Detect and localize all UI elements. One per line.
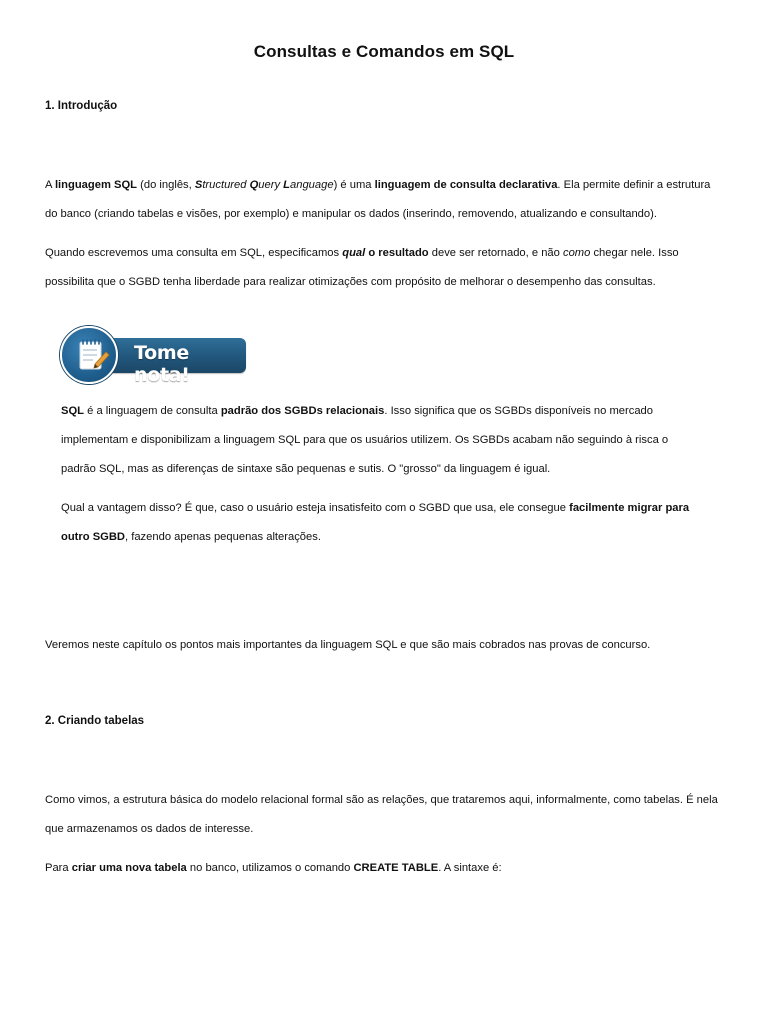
document-title: Consultas e Comandos em SQL: [253, 42, 515, 61]
paragraph-tables-1: Como vimos, a estrutura básica do modelo relacional formal são as relações, que trataremos aqui, informalmente, como tabelas. É nela que armazenamos os dados de interesse.: [45, 794, 718, 835]
paragraph-tables-2: Para criar uma nova tabela no banco, utilizamos o comando CREATE TABLE. A sintaxe é:: [45, 862, 502, 874]
paragraph-intro-1: A linguagem SQL (do inglês, Structured Query Language) é uma linguagem de consulta declarativa. Ela permite definir a estrutura do banco (criando tabelas e visões, por exemplo) e manipular os dados (inserindo, removendo, atualizando e consultando).: [45, 179, 711, 220]
tome-nota-badge: [60, 326, 250, 384]
section-heading-criando-tabelas: 2. Criando tabelas: [45, 715, 145, 727]
notepad-pencil-icon: [60, 326, 118, 384]
paragraph-note-1: SQL é a linguagem de consulta padrão dos SGBDs relacionais. Isso significa que os SGBDs disponíveis no mercado implementam e disponibilizam a linguagem SQL para que os usuários utilizem. Os SGBDs acabam não seguindo à risca o padrão SQL, mas as diferenças de sintaxe são pequenas e sutis. O "grosso" da linguagem é igual.: [61, 405, 669, 475]
badge-label: Tome nota!: [134, 342, 190, 386]
paragraph-summary: Veremos neste capítulo os pontos mais importantes da linguagem SQL e que são mais cobrados nas provas de concurso.: [45, 639, 651, 651]
paragraph-intro-2: Quando escrevemos uma consulta em SQL, especificamos qual o resultado deve ser retornado, e não como chegar nele. Isso possibilita que o SGBD tenha liberdade para realizar otimizações com propósito de melhorar o desempenho das consultas.: [45, 247, 679, 288]
paragraph-note-2: Qual a vantagem disso? É que, caso o usuário esteja insatisfeito com o SGBD que usa, ele consegue facilmente migrar para outro SGBD, fazendo apenas pequenas alterações.: [61, 502, 690, 543]
section-heading-introducao: 1. Introdução: [45, 100, 118, 112]
